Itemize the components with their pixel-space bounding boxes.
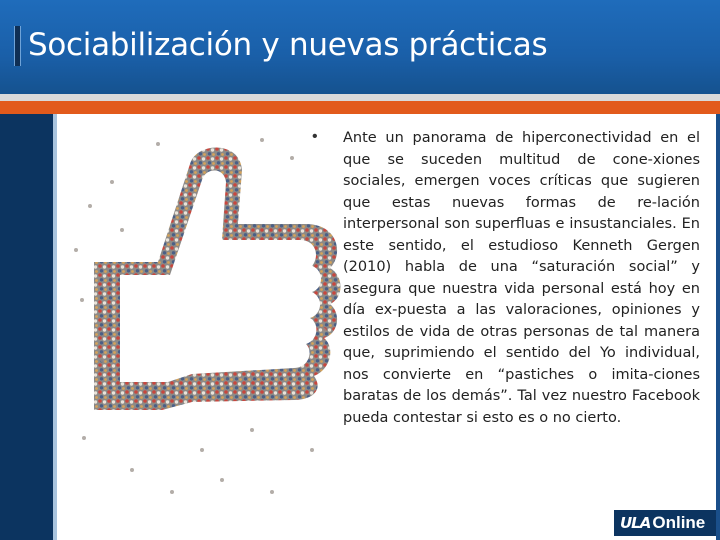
- left-accent-stripe: [53, 114, 57, 540]
- ula-online-logo: [614, 510, 716, 536]
- title-accent-bar: [14, 26, 21, 66]
- bullet-content: [312, 128, 700, 429]
- left-navy-panel: [0, 114, 53, 540]
- right-edge-stripe: [716, 114, 720, 540]
- title-header: [0, 0, 720, 94]
- bullet-paragraph: Ante un panorama de hiperconectividad en el que se suceden multitud de cone-xiones sociales, emergen voces críticas que sugieren que estas nuevas formas de re-lación interpersonal son superfluas e insustanciales. En este sentido, el estudioso Kenneth Gergen (2010) habla de una “saturación social” y asegura que nuestra vida personal está hoy en día ex-puesta a las valoraciones, opiniones y estilos de vida de otras personas de tal manera que, suprimiendo el sentido del Yo individual, nos convierte en “pastiches o imita-ciones baratas de los demás”. Tal vez nuestro Facebook pueda contestar si esto es o no cierto.: [343, 130, 700, 426]
- crowd-thumbs-up-photo: [62, 120, 352, 520]
- bullet-marker: •: [312, 128, 318, 145]
- thumbs-up-icon: [62, 120, 352, 520]
- logo-mark: ULA: [620, 514, 651, 532]
- orange-divider: [0, 101, 720, 114]
- slide-title: Sociabilización y nuevas prácticas: [28, 27, 548, 63]
- logo-word: Online: [652, 513, 706, 532]
- grey-divider: [0, 94, 720, 101]
